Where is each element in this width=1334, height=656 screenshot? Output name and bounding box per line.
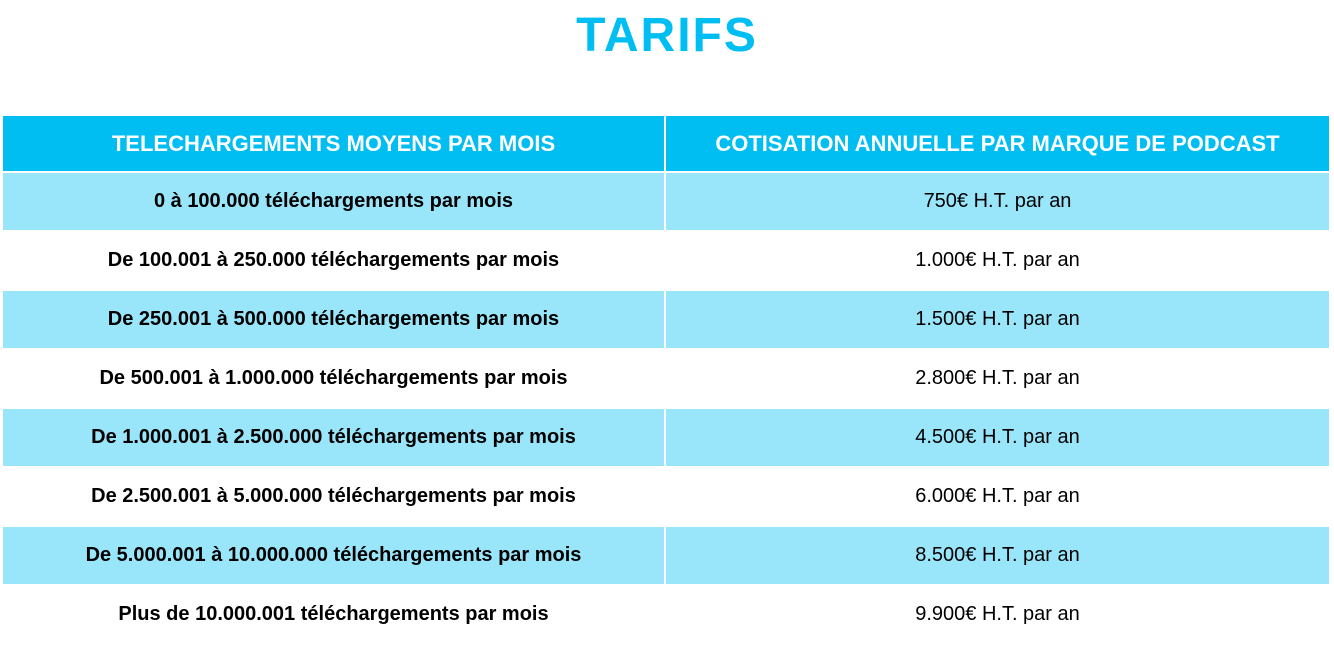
table-row: [3, 349, 1329, 408]
price-cell: 6.000€ H.T. par an: [665, 467, 1329, 526]
price-cell: 8.500€ H.T. par an: [665, 526, 1329, 585]
price-cell: 1.000€ H.T. par an: [665, 231, 1329, 290]
table-header-row: [3, 116, 1329, 172]
header-annual-fee: COTISATION ANNUELLE PAR MARQUE DE PODCAST: [665, 116, 1329, 172]
table-row: [3, 172, 1329, 231]
downloads-range-cell: 0 à 100.000 téléchargements par mois: [3, 172, 665, 231]
price-cell: 1.500€ H.T. par an: [665, 290, 1329, 349]
downloads-range-cell: De 5.000.001 à 10.000.000 téléchargements par mois: [3, 526, 665, 585]
table-row: [3, 467, 1329, 526]
header-downloads: TELECHARGEMENTS MOYENS PAR MOIS: [3, 116, 665, 172]
table-row: [3, 585, 1329, 643]
page-title: TARIFS: [576, 9, 758, 62]
price-cell: 2.800€ H.T. par an: [665, 349, 1329, 408]
downloads-range-cell: Plus de 10.000.001 téléchargements par mois: [3, 585, 665, 643]
table-row: [3, 526, 1329, 585]
table-row: [3, 231, 1329, 290]
price-cell: 4.500€ H.T. par an: [665, 408, 1329, 467]
downloads-range-cell: De 500.001 à 1.000.000 téléchargements par mois: [3, 349, 665, 408]
table-row: [3, 290, 1329, 349]
downloads-range-cell: De 2.500.001 à 5.000.000 téléchargements par mois: [3, 467, 665, 526]
downloads-range-cell: De 100.001 à 250.000 téléchargements par mois: [3, 231, 665, 290]
price-cell: 750€ H.T. par an: [665, 172, 1329, 231]
table-row: [3, 408, 1329, 467]
downloads-range-cell: De 250.001 à 500.000 téléchargements par mois: [3, 290, 665, 349]
downloads-range-cell: De 1.000.001 à 2.500.000 téléchargements par mois: [3, 408, 665, 467]
price-cell: 9.900€ H.T. par an: [665, 585, 1329, 643]
tarifs-table: [3, 116, 1329, 643]
